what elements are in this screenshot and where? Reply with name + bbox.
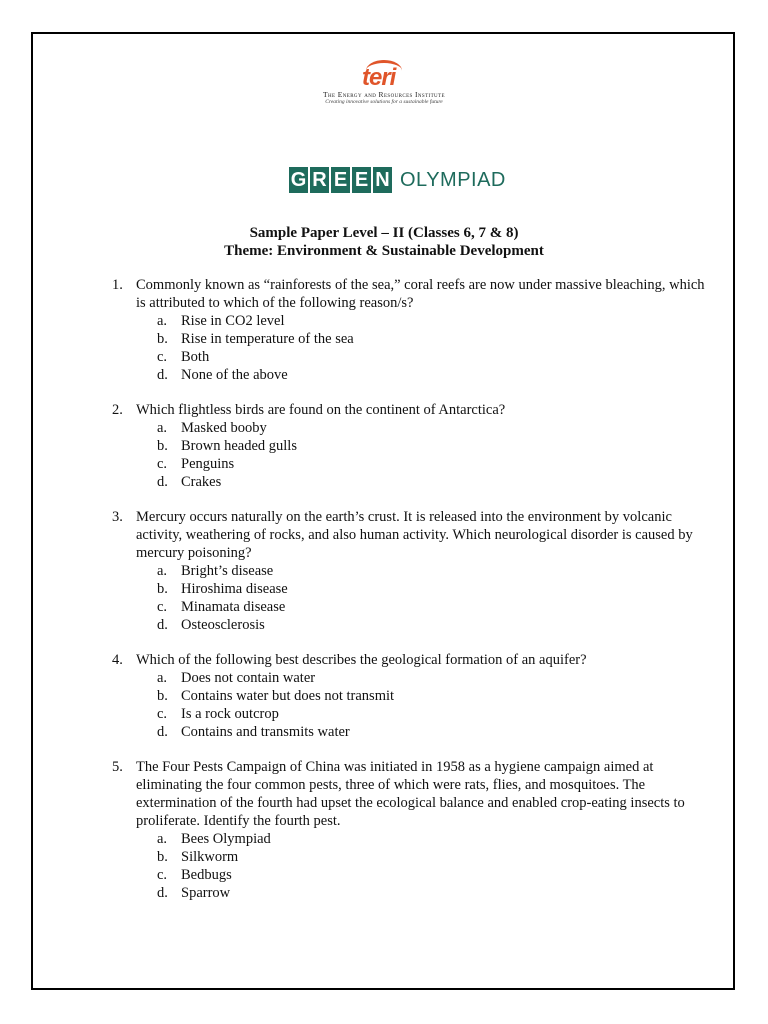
paper-theme: Theme: Environment & Sustainable Development [224,243,544,259]
option-letter: a. [157,420,168,436]
option-item [157,366,712,384]
question-number: 3. [112,509,123,525]
option-item [157,705,712,723]
question-text: Commonly known as “rainforests of the sea,” coral reefs are now under massive bleaching, which is attributed to which of the following reason/s? [136,277,705,311]
teri-logo [0,60,768,106]
option-item [157,330,712,348]
option-text: Crakes [181,474,222,490]
option-letter: d. [157,617,168,633]
option-item [157,687,712,705]
option-letter: b. [157,438,168,454]
option-item [157,723,712,741]
option-letter: a. [157,670,168,686]
option-text: Is a rock outcrop [181,706,279,722]
option-text: Contains water but does not transmit [181,688,395,704]
option-item [157,848,712,866]
olympiad-word: OLYMPIAD [400,168,506,191]
option-list [157,312,712,384]
option-letter: d. [157,474,168,490]
question-2 [112,401,712,491]
option-letter: c. [157,867,168,883]
option-item [157,473,712,491]
question-text: Which of the following best describes the geological formation of an aquifer? [136,652,587,668]
option-item [157,312,712,330]
option-item [157,669,712,687]
option-letter: d. [157,724,168,740]
option-text: Penguins [181,456,235,472]
option-letter: b. [157,688,168,704]
question-text: Which flightless birds are found on the continent of Antarctica? [136,402,506,418]
option-item [157,616,712,634]
option-letter: c. [157,706,168,722]
option-text: None of the above [181,367,288,383]
option-list [157,669,712,741]
option-text: Does not contain water [181,670,316,686]
option-text: Silkworm [181,849,239,865]
institute-tagline: Creating innovative solutions for a sustainable future [325,99,443,105]
option-item [157,884,712,902]
green-letter: R [310,167,329,193]
question-number: 1. [112,277,123,293]
question-text: The Four Pests Campaign of China was initiated in 1958 as a hygiene campaign aimed at eliminating the four common pests, three of which were rats, flies, and mosquitoes. The extermination of the fourth had upset the ecological balance and enabled crop-eating insects to proliferate. Identify the fourth pest. [136,759,685,829]
option-item [157,455,712,473]
option-letter: d. [157,367,168,383]
green-letter: N [373,167,392,193]
option-text: Masked booby [181,420,267,436]
option-text: Minamata disease [181,599,286,615]
teri-logo-word: teri [362,64,396,91]
option-text: Osteosclerosis [181,617,265,633]
question-4 [112,651,712,741]
option-item [157,598,712,616]
option-letter: c. [157,349,168,365]
question-text: Mercury occurs naturally on the earth’s crust. It is released into the environment by volcanic activity, weathering of rocks, and also human activity. Which neurological disorder is caused by mercury poisoning? [136,509,693,561]
option-letter: c. [157,599,168,615]
option-text: Contains and transmits water [181,724,350,740]
option-text: Sparrow [181,885,231,901]
option-text: Bedbugs [181,867,232,883]
option-text: Rise in CO2 level [181,313,285,329]
option-letter: a. [157,831,168,847]
option-letter: b. [157,849,168,865]
option-letter: a. [157,313,168,329]
green-olympiad-logo [289,165,506,195]
option-letter: d. [157,885,168,901]
option-list [157,830,712,902]
question-3 [112,508,712,634]
option-letter: c. [157,456,168,472]
option-item [157,562,712,580]
question-number: 4. [112,652,123,668]
option-item [157,437,712,455]
option-text: Brown headed gulls [181,438,297,454]
option-item [157,419,712,437]
option-item [157,348,712,366]
question-number: 5. [112,759,123,775]
institute-name: The Energy and Resources Institute [323,90,445,99]
question-1 [112,276,712,384]
option-item [157,830,712,848]
option-letter: a. [157,563,168,579]
option-text: Hiroshima disease [181,581,288,597]
green-letter: E [352,167,371,193]
option-text: Bright’s disease [181,563,274,579]
green-letter: G [290,169,307,191]
question-5 [112,758,712,902]
option-list [157,562,712,634]
option-text: Both [181,349,210,365]
option-letter: b. [157,331,168,347]
option-item [157,580,712,598]
option-text: Bees Olympiad [181,831,271,847]
option-list [157,419,712,491]
green-letter: E [331,167,350,193]
teri-logo-mark [354,60,414,91]
option-text: Rise in temperature of the sea [181,331,354,347]
paper-title: Sample Paper Level – II (Classes 6, 7 & 8) [249,225,519,241]
question-list [112,276,712,919]
option-letter: b. [157,581,168,597]
option-item [157,866,712,884]
question-number: 2. [112,402,123,418]
